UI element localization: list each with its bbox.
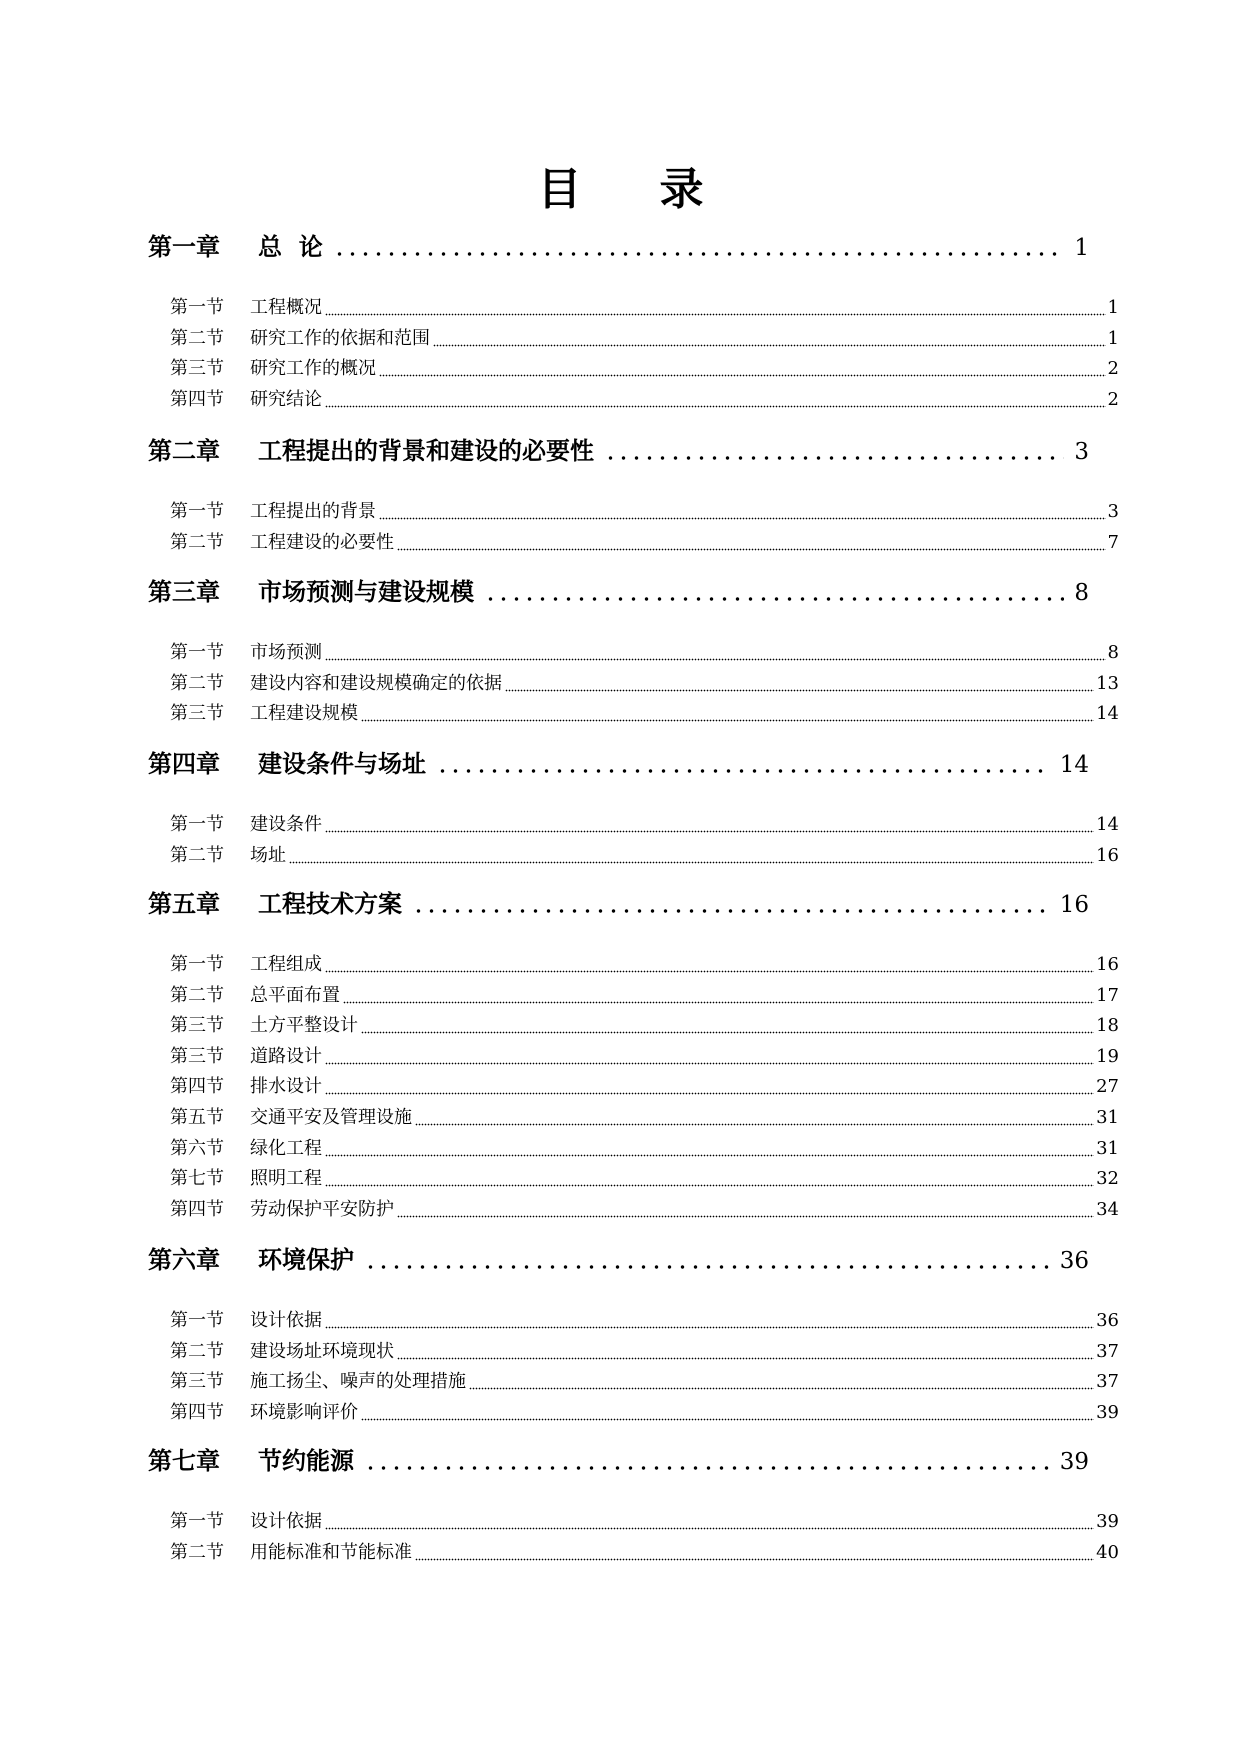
section-page-number: 2 bbox=[1107, 389, 1119, 410]
chapter-entry[interactable] bbox=[148, 747, 1089, 781]
section-title: 总平面布置 bbox=[250, 985, 340, 1006]
dot-leader bbox=[361, 1013, 1094, 1039]
section-title: 市场预测 bbox=[250, 642, 322, 663]
section-entry[interactable] bbox=[170, 1044, 1119, 1070]
dot-leader bbox=[325, 1136, 1094, 1162]
dot-leader bbox=[397, 530, 1106, 556]
dot-leader bbox=[602, 434, 1064, 468]
dot-leader bbox=[482, 575, 1064, 609]
section-entry[interactable] bbox=[170, 1339, 1119, 1365]
section-entry[interactable] bbox=[170, 326, 1119, 352]
section-number: 第二节 bbox=[170, 1542, 224, 1563]
section-entry[interactable] bbox=[170, 1136, 1119, 1162]
dot-leader bbox=[397, 1197, 1094, 1223]
chapter-title: 建设条件与场址 bbox=[258, 749, 426, 778]
section-page-number: 39 bbox=[1096, 1511, 1119, 1532]
chapter-title: 市场预测与建设规模 bbox=[258, 577, 474, 606]
chapter-page-number: 39 bbox=[1059, 1449, 1089, 1475]
section-entry[interactable] bbox=[170, 1105, 1119, 1131]
chapter-number: 第二章 bbox=[148, 436, 220, 465]
section-entry[interactable] bbox=[170, 1074, 1119, 1100]
section-title: 建设场址环境现状 bbox=[250, 1341, 394, 1362]
section-number: 第五节 bbox=[170, 1107, 224, 1128]
section-entry[interactable] bbox=[170, 952, 1119, 978]
dot-leader bbox=[362, 1243, 1050, 1277]
section-title: 工程建设的必要性 bbox=[250, 532, 394, 553]
chapter-title: 工程提出的背景和建设的必要性 bbox=[258, 436, 594, 465]
section-entry[interactable] bbox=[170, 387, 1119, 413]
dot-leader bbox=[361, 701, 1094, 727]
dot-leader bbox=[325, 812, 1094, 838]
chapter-title: 总 论 bbox=[258, 232, 323, 261]
chapter-page-number: 8 bbox=[1074, 580, 1089, 606]
chapter-page-number: 14 bbox=[1059, 752, 1089, 778]
section-number: 第四节 bbox=[170, 1199, 224, 1220]
section-number: 第三节 bbox=[170, 358, 224, 379]
dot-leader bbox=[325, 952, 1094, 978]
dot-leader bbox=[325, 1044, 1094, 1070]
section-title: 环境影响评价 bbox=[250, 1402, 358, 1423]
section-title: 照明工程 bbox=[250, 1168, 322, 1189]
section-page-number: 8 bbox=[1107, 642, 1119, 663]
section-title: 设计依据 bbox=[250, 1310, 322, 1331]
section-number: 第一节 bbox=[170, 501, 224, 522]
section-number: 第四节 bbox=[170, 1402, 224, 1423]
section-title: 建设内容和建设规模确定的依据 bbox=[250, 673, 502, 694]
dot-leader bbox=[433, 326, 1106, 352]
section-page-number: 27 bbox=[1096, 1076, 1119, 1097]
section-title: 设计依据 bbox=[250, 1511, 322, 1532]
section-entry[interactable] bbox=[170, 530, 1119, 556]
dot-leader bbox=[415, 1540, 1094, 1566]
section-page-number: 1 bbox=[1107, 328, 1119, 349]
section-entry[interactable] bbox=[170, 499, 1119, 525]
section-page-number: 7 bbox=[1107, 532, 1119, 553]
chapter-page-number: 3 bbox=[1074, 439, 1089, 465]
chapter-entry[interactable] bbox=[148, 575, 1089, 609]
dot-leader bbox=[343, 983, 1094, 1009]
chapter-page-number: 1 bbox=[1074, 235, 1089, 261]
section-page-number: 14 bbox=[1096, 814, 1119, 835]
section-entry[interactable] bbox=[170, 295, 1119, 321]
section-entry[interactable] bbox=[170, 1540, 1119, 1566]
section-number: 第二节 bbox=[170, 845, 224, 866]
section-title: 工程概况 bbox=[250, 297, 322, 318]
section-page-number: 34 bbox=[1096, 1199, 1119, 1220]
section-page-number: 14 bbox=[1096, 703, 1119, 724]
section-title: 道路设计 bbox=[250, 1046, 322, 1067]
section-page-number: 18 bbox=[1096, 1015, 1119, 1036]
chapter-number: 第一章 bbox=[148, 232, 220, 261]
section-number: 第二节 bbox=[170, 532, 224, 553]
section-number: 第一节 bbox=[170, 1511, 224, 1532]
section-page-number: 19 bbox=[1096, 1046, 1119, 1067]
chapter-number: 第五章 bbox=[148, 889, 220, 918]
section-entry[interactable] bbox=[170, 843, 1119, 869]
chapter-entry[interactable] bbox=[148, 230, 1089, 264]
section-title: 研究结论 bbox=[250, 389, 322, 410]
section-entry[interactable] bbox=[170, 1197, 1119, 1223]
dot-leader bbox=[434, 747, 1050, 781]
chapter-entry[interactable] bbox=[148, 1243, 1089, 1277]
dot-leader bbox=[325, 1509, 1094, 1535]
dot-leader bbox=[289, 843, 1094, 869]
section-entry[interactable] bbox=[170, 701, 1119, 727]
section-page-number: 37 bbox=[1096, 1371, 1119, 1392]
chapter-number: 第三章 bbox=[148, 577, 220, 606]
dot-leader bbox=[361, 1400, 1094, 1426]
section-entry[interactable] bbox=[170, 1166, 1119, 1192]
dot-leader bbox=[325, 1074, 1094, 1100]
section-number: 第二节 bbox=[170, 328, 224, 349]
dot-leader bbox=[379, 356, 1106, 382]
section-title: 劳动保护平安防护 bbox=[250, 1199, 394, 1220]
section-title: 工程组成 bbox=[250, 954, 322, 975]
section-entry[interactable] bbox=[170, 983, 1119, 1009]
chapter-title: 环境保护 bbox=[258, 1245, 354, 1274]
section-page-number: 13 bbox=[1096, 673, 1119, 694]
section-number: 第六节 bbox=[170, 1138, 224, 1159]
section-number: 第三节 bbox=[170, 1046, 224, 1067]
section-title: 绿化工程 bbox=[250, 1138, 322, 1159]
page-title-char-1: 目 bbox=[537, 164, 660, 215]
dot-leader bbox=[325, 387, 1106, 413]
section-page-number: 31 bbox=[1096, 1107, 1119, 1128]
section-entry[interactable] bbox=[170, 640, 1119, 666]
section-title: 工程提出的背景 bbox=[250, 501, 376, 522]
section-entry[interactable] bbox=[170, 1400, 1119, 1426]
dot-leader bbox=[469, 1369, 1094, 1395]
dot-leader bbox=[325, 1308, 1094, 1334]
section-number: 第四节 bbox=[170, 1076, 224, 1097]
chapter-page-number: 36 bbox=[1059, 1248, 1089, 1274]
chapter-title: 节约能源 bbox=[258, 1446, 354, 1475]
section-title: 用能标准和节能标准 bbox=[250, 1542, 412, 1563]
section-page-number: 40 bbox=[1096, 1542, 1119, 1563]
section-number: 第二节 bbox=[170, 985, 224, 1006]
dot-leader bbox=[362, 1444, 1050, 1478]
section-title: 研究工作的概况 bbox=[250, 358, 376, 379]
section-number: 第一节 bbox=[170, 814, 224, 835]
dot-leader bbox=[397, 1339, 1094, 1365]
page-title-char-2: 录 bbox=[659, 164, 782, 215]
chapter-entry[interactable] bbox=[148, 887, 1089, 921]
dot-leader bbox=[325, 295, 1106, 321]
section-entry[interactable] bbox=[170, 356, 1119, 382]
dot-leader bbox=[325, 1166, 1094, 1192]
dot-leader bbox=[379, 499, 1106, 525]
section-page-number: 31 bbox=[1096, 1138, 1119, 1159]
chapter-number: 第六章 bbox=[148, 1245, 220, 1274]
section-page-number: 39 bbox=[1096, 1402, 1119, 1423]
section-entry[interactable] bbox=[170, 671, 1119, 697]
section-number: 第七节 bbox=[170, 1168, 224, 1189]
section-number: 第二节 bbox=[170, 1341, 224, 1362]
section-number: 第三节 bbox=[170, 1015, 224, 1036]
chapter-entry[interactable] bbox=[148, 1444, 1089, 1478]
dot-leader bbox=[505, 671, 1094, 697]
section-number: 第一节 bbox=[170, 954, 224, 975]
section-title: 工程建设规模 bbox=[250, 703, 358, 724]
section-entry[interactable] bbox=[170, 1308, 1119, 1334]
section-number: 第一节 bbox=[170, 1310, 224, 1331]
section-page-number: 17 bbox=[1096, 985, 1119, 1006]
page-title bbox=[0, 162, 1241, 218]
dot-leader bbox=[331, 230, 1065, 264]
section-page-number: 32 bbox=[1096, 1168, 1119, 1189]
section-title: 排水设计 bbox=[250, 1076, 322, 1097]
section-title: 交通平安及管理设施 bbox=[250, 1107, 412, 1128]
section-page-number: 3 bbox=[1107, 501, 1119, 522]
section-number: 第一节 bbox=[170, 642, 224, 663]
section-entry[interactable] bbox=[170, 1509, 1119, 1535]
chapter-title: 工程技术方案 bbox=[258, 889, 402, 918]
section-entry[interactable] bbox=[170, 1013, 1119, 1039]
section-page-number: 37 bbox=[1096, 1341, 1119, 1362]
section-entry[interactable] bbox=[170, 1369, 1119, 1395]
section-page-number: 2 bbox=[1107, 358, 1119, 379]
chapter-number: 第四章 bbox=[148, 749, 220, 778]
section-number: 第三节 bbox=[170, 703, 224, 724]
section-title: 研究工作的依据和范围 bbox=[250, 328, 430, 349]
section-entry[interactable] bbox=[170, 812, 1119, 838]
dot-leader bbox=[415, 1105, 1094, 1131]
chapter-entry[interactable] bbox=[148, 434, 1089, 468]
chapter-page-number: 16 bbox=[1059, 892, 1089, 918]
section-title: 建设条件 bbox=[250, 814, 322, 835]
section-number: 第一节 bbox=[170, 297, 224, 318]
section-title: 施工扬尘、噪声的处理措施 bbox=[250, 1371, 466, 1392]
dot-leader bbox=[325, 640, 1106, 666]
section-page-number: 36 bbox=[1096, 1310, 1119, 1331]
section-page-number: 16 bbox=[1096, 954, 1119, 975]
section-page-number: 1 bbox=[1107, 297, 1119, 318]
dot-leader bbox=[410, 887, 1050, 921]
section-number: 第二节 bbox=[170, 673, 224, 694]
section-page-number: 16 bbox=[1096, 845, 1119, 866]
section-title: 土方平整设计 bbox=[250, 1015, 358, 1036]
section-number: 第三节 bbox=[170, 1371, 224, 1392]
section-number: 第四节 bbox=[170, 389, 224, 410]
chapter-number: 第七章 bbox=[148, 1446, 220, 1475]
section-title: 场址 bbox=[250, 845, 286, 866]
